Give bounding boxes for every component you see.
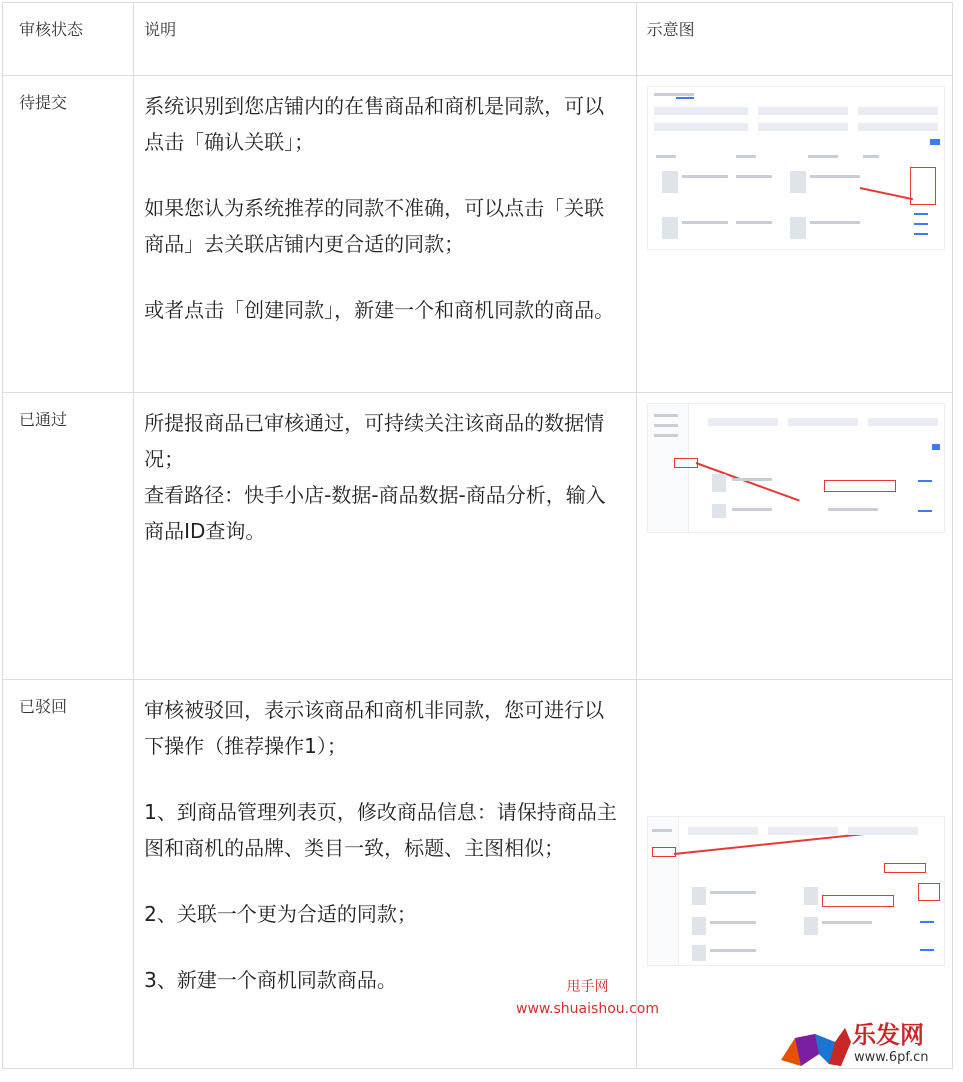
desc-paragraph: 1、到商品管理列表页，修改商品信息：请保持商品主图和商机的品牌、类目一致，标题、主图相似； [144, 800, 617, 860]
illustration-approved [647, 403, 945, 533]
table-header-row [3, 3, 953, 76]
desc-paragraph: 3、新建一个商机同款商品。 [144, 968, 397, 992]
audit-status-table [2, 2, 953, 1069]
desc-paragraph: 审核被驳回，表示该商品和商机非同款，您可进行以下操作（推荐操作1）； [144, 698, 605, 758]
desc-paragraph: 系统识别到您店铺内的在售商品和商机是同款，可以点击「确认关联」； [144, 94, 605, 154]
desc-paragraph: 如果您认为系统推荐的同款不准确，可以点击「关联商品」去关联店铺内更合适的同款； [144, 196, 605, 256]
desc-paragraph: 查看路径：快手小店-数据-商品数据-商品分析，输入商品ID查询。 [144, 483, 606, 543]
description-approved [134, 393, 636, 549]
table-row [3, 393, 953, 680]
desc-paragraph: 或者点击「创建同款」，新建一个和商机同款的商品。 [144, 298, 615, 322]
illustration-pending [647, 86, 945, 250]
header-status: 审核状态 [19, 20, 84, 39]
header-illustration: 示意图 [646, 20, 695, 39]
desc-paragraph: 2、关联一个更为合适的同款； [144, 902, 417, 926]
logo-text: 乐发网 [852, 1020, 924, 1049]
description-rejected [134, 680, 636, 998]
status-pending: 待提交 [19, 93, 68, 112]
watermark-line1: 甩手网 [566, 979, 609, 995]
description-pending [134, 76, 636, 328]
table-row [3, 76, 953, 393]
logo-url: www.6pf.cn [854, 1050, 929, 1065]
desc-paragraph: 所提报商品已审核通过，可持续关注该商品的数据情况； [144, 411, 605, 471]
illustration-rejected [647, 816, 945, 966]
status-approved: 已通过 [19, 410, 68, 429]
watermark-line2: www.shuaishou.com [516, 1001, 659, 1017]
header-description: 说明 [144, 20, 177, 39]
status-rejected: 已驳回 [19, 697, 68, 716]
watermark-shuaishou [516, 976, 659, 1020]
